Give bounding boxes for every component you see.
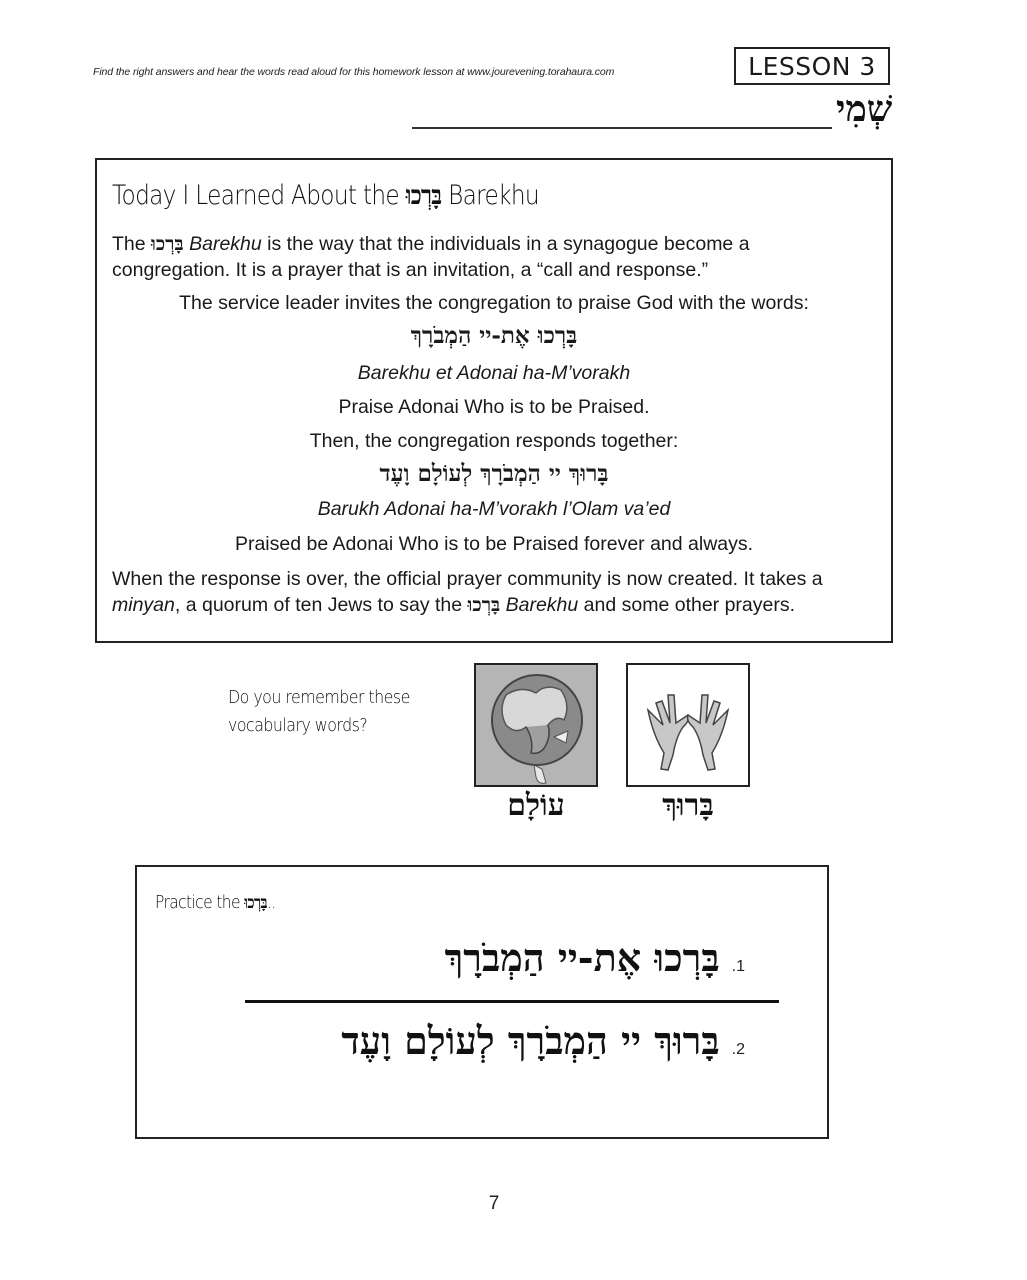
intro-rest: is the way that the individuals in a synagogue become a	[267, 233, 750, 255]
practice-item-2-number: .2	[731, 1041, 745, 1058]
practice-label	[155, 892, 276, 913]
homework-website-note: Find the right answers and hear the words read aloud for this homework lesson at www.jourevening.torahaura.com	[93, 66, 615, 78]
vocabulary-question	[228, 684, 410, 740]
intro-prefix: The	[112, 233, 146, 255]
closing-hebrew: בָּרְכוּ	[467, 594, 501, 616]
name-label-hebrew: שְׁמִי	[836, 88, 893, 130]
globe-image	[474, 663, 598, 787]
title-hebrew: בָּרְכוּ	[405, 181, 442, 211]
practice-item-1	[445, 935, 745, 981]
closing-paragraph	[112, 566, 823, 618]
practice-label-hebrew: בָּרְכוּ	[244, 893, 267, 913]
hands-blessing-image	[626, 663, 750, 787]
response-translation: Praised be Adonai Who is to be Praised forever and always.	[234, 533, 754, 555]
response-intro: Then, the congregation responds together:	[309, 430, 679, 452]
practice-item-2	[341, 1018, 745, 1064]
practice-item-1-number: .1	[731, 958, 745, 975]
lesson-number-badge: LESSON 3	[734, 47, 890, 85]
intro-italic-word: Barekhu	[189, 233, 262, 255]
intro-paragraph	[112, 231, 750, 283]
leader-intro: The service leader invites the congregation to praise God with the words:	[179, 292, 809, 314]
practice-item-1-hebrew: בָּרְכוּ אֶת-יי הַמְבֹרָךְ	[444, 935, 720, 980]
vocab-question-line1: Do you remember these	[228, 687, 410, 708]
title-suffix: Barekhu	[448, 180, 539, 211]
response-transliteration: Barukh Adonai ha-M’vorakh l’Olam va’ed	[317, 498, 671, 520]
practice-label-suffix: ..	[266, 892, 276, 913]
practice-item-2-hebrew: בָּרוּךְ יי הַמְבֹרָךְ לְעוֹלָם וָעֶד	[341, 1018, 720, 1063]
blessing-hands-icon	[628, 665, 748, 785]
closing-barekhu: Barekhu	[505, 594, 579, 616]
call-translation: Praise Adonai Who is to be Praised.	[338, 396, 650, 418]
intro-hebrew: בָּרְכוּ	[151, 233, 184, 255]
name-field-line[interactable]	[412, 127, 832, 129]
closing-line1: When the response is over, the official prayer community is now created. It takes a	[112, 568, 823, 590]
vocab-word-olam: עוֹלָם	[507, 788, 565, 823]
globe-icon	[476, 665, 596, 785]
practice-label-prefix: Practice the	[155, 892, 240, 913]
closing-end: and some other prayers.	[583, 594, 796, 616]
closing-mid: , a quorum of ten Jews to say the	[174, 594, 463, 616]
intro-line2: congregation. It is a prayer that is an invitation, a “call and response.”	[112, 259, 709, 281]
vocab-word-barukh: בָּרוּךְ	[662, 788, 714, 823]
practice-divider	[245, 1000, 779, 1003]
title-prefix: Today I Learned About the	[112, 180, 400, 211]
response-hebrew: בָּרוּךְ יי הַמְבֹרָךְ לְעוֹלָם וָעֶד	[379, 460, 609, 487]
page-number: 7	[488, 1193, 500, 1214]
vocab-question-line2: vocabulary words?	[228, 715, 368, 736]
call-transliteration: Barekhu et Adonai ha-M’vorakh	[357, 362, 631, 384]
call-hebrew: בָּרְכוּ אֶת-יי הַמְבֹרָךְ	[410, 322, 578, 349]
learned-box-title	[112, 180, 539, 211]
closing-minyan: minyan	[112, 594, 175, 616]
